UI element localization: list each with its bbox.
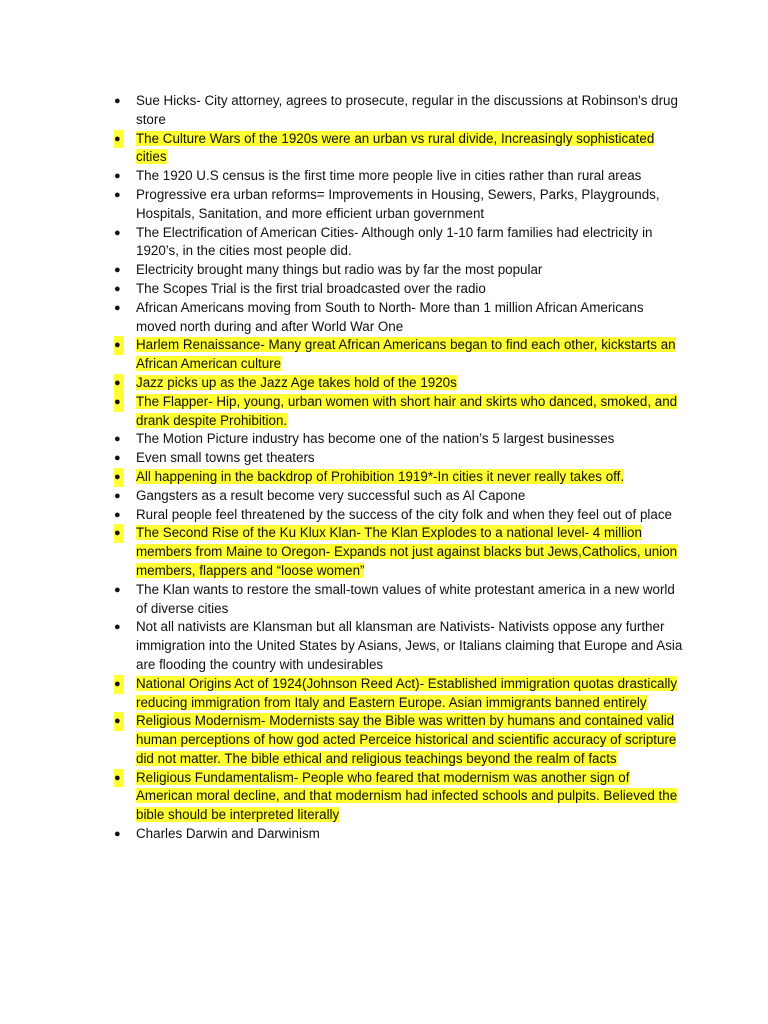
bullet-icon: ● xyxy=(114,712,124,731)
list-item xyxy=(114,374,684,393)
bullet-icon: ● xyxy=(114,130,124,149)
list-item xyxy=(114,299,684,337)
list-item-text: Harlem Renaissance- Many great African Americans began to find each other, kickstarts an African American culture xyxy=(136,337,676,372)
list-item xyxy=(114,167,684,186)
bullet-icon: ● xyxy=(114,282,121,295)
list-item-text: Charles Darwin and Darwinism xyxy=(136,826,320,842)
list-item-text: The Flapper- Hip, young, urban women with short hair and skirts who danced, smoked, and drank despite Prohibition. xyxy=(136,393,678,428)
list-item xyxy=(114,487,684,506)
list-item-text: All happening in the backdrop of Prohibition 1919*-In cities it never really takes off. xyxy=(136,468,625,484)
list-item-text: Rural people feel threatened by the success of the city folk and when they feel out of place xyxy=(136,506,672,522)
list-item-text: The Second Rise of the Ku Klux Klan- The Klan Explodes to a national level- 4 million members from Maine to Oregon- Expands not just against blacks but Jews,Catholics, union members, flappers and “loose women” xyxy=(136,525,678,578)
list-item xyxy=(114,468,684,487)
bullet-icon: ● xyxy=(114,95,121,107)
list-item xyxy=(114,712,684,768)
list-item-text: Jazz picks up as the Jazz Age takes hold of the 1920s xyxy=(136,374,457,390)
bullet-icon: ● xyxy=(114,508,121,521)
bullet-icon: ● xyxy=(114,301,121,314)
list-item-text: Sue Hicks- City attorney, agrees to prosecute, regular in the discussions at Robinson's drug store xyxy=(136,93,678,127)
list-item xyxy=(114,524,684,580)
bullet-icon: ● xyxy=(114,621,121,634)
list-item-text: Even small towns get theaters xyxy=(136,450,315,466)
list-item-text: The 1920 U.S census is the first time more people live in cities rather than rural areas xyxy=(136,168,642,184)
list-item-text: Gangsters as a result become very successful such as Al Capone xyxy=(136,487,526,503)
bullet-icon: ● xyxy=(114,452,121,465)
list-item xyxy=(114,675,684,713)
bullet-icon: ● xyxy=(114,524,124,543)
list-item xyxy=(114,449,684,468)
list-item-text: The Scopes Trial is the first trial broadcasted over the radio xyxy=(136,280,486,296)
list-item xyxy=(114,825,684,844)
list-item-text: National Origins Act of 1924(Johnson Reed Act)- Established immigration quotas drastically reducing immigration from Italy and Eastern Europe. Asian immigrants banned entirely xyxy=(136,675,678,710)
list-item-text: African Americans moving from South to North- More than 1 million African Americans moved north during and after World War One xyxy=(136,299,644,334)
bullet-icon: ● xyxy=(114,769,124,788)
list-item xyxy=(114,430,684,449)
list-item-text: The Culture Wars of the 1920s were an urban vs rural divide, Increasingly sophisticated cities xyxy=(136,130,655,165)
list-item-text: The Electrification of American Cities- Although only 1-10 farm families had electricity in 1920’s, in the cities most people did. xyxy=(136,224,653,259)
list-item xyxy=(114,224,684,262)
list-item xyxy=(114,92,684,130)
list-item xyxy=(114,261,684,280)
bullet-icon: ● xyxy=(114,433,121,446)
bullet-icon: ● xyxy=(114,374,124,393)
list-item-text: Religious Fundamentalism- People who feared that modernism was another sign of American moral decline, and that modernism had infected schools and pulpits. Believed the bible should be interpreted literally xyxy=(136,769,678,823)
list-item-text: Not all nativists are Klansman but all klansman are Nativists- Nativists oppose any further immigration into the United States by Asians, Jews, or Italians claiming that Europe and Asia are flooding the country with undesirables xyxy=(136,619,683,672)
list-item xyxy=(114,186,684,224)
list-item xyxy=(114,130,684,168)
bullet-icon: ● xyxy=(114,489,121,502)
bullet-icon: ● xyxy=(114,583,121,596)
bullet-icon: ● xyxy=(114,828,121,841)
list-item-text: Religious Modernism- Modernists say the Bible was written by humans and contained valid human perceptions of how god acted Perceice historical and scientific accuracy of scripture did not matter. The bible ethical and religious teachings beyond the realm of facts xyxy=(136,713,677,766)
list-item xyxy=(114,393,684,431)
bullet-icon: ● xyxy=(114,264,121,277)
list-item xyxy=(114,618,684,674)
list-item xyxy=(114,581,684,619)
bullet-icon: ● xyxy=(114,226,121,239)
bullet-list xyxy=(114,92,684,844)
list-item-text: The Motion Picture industry has become one of the nation’s 5 largest businesses xyxy=(136,431,615,447)
bullet-icon: ● xyxy=(114,188,121,201)
list-item xyxy=(114,506,684,525)
bullet-icon: ● xyxy=(114,468,124,487)
bullet-icon: ● xyxy=(114,393,124,412)
bullet-icon: ● xyxy=(114,336,124,355)
list-item xyxy=(114,280,684,299)
list-item-text: The Klan wants to restore the small-town values of white protestant america in a new world of diverse cities xyxy=(136,581,675,616)
bullet-icon: ● xyxy=(114,170,121,183)
list-item xyxy=(114,769,684,825)
list-item-text: Progressive era urban reforms= Improvements in Housing, Sewers, Parks, Playgrounds, Hospitals, Sanitation, and more efficient urban government xyxy=(136,186,660,221)
bullet-icon: ● xyxy=(114,675,124,694)
list-item xyxy=(114,336,684,374)
list-item-text: Electricity brought many things but radio was by far the most popular xyxy=(136,262,543,278)
